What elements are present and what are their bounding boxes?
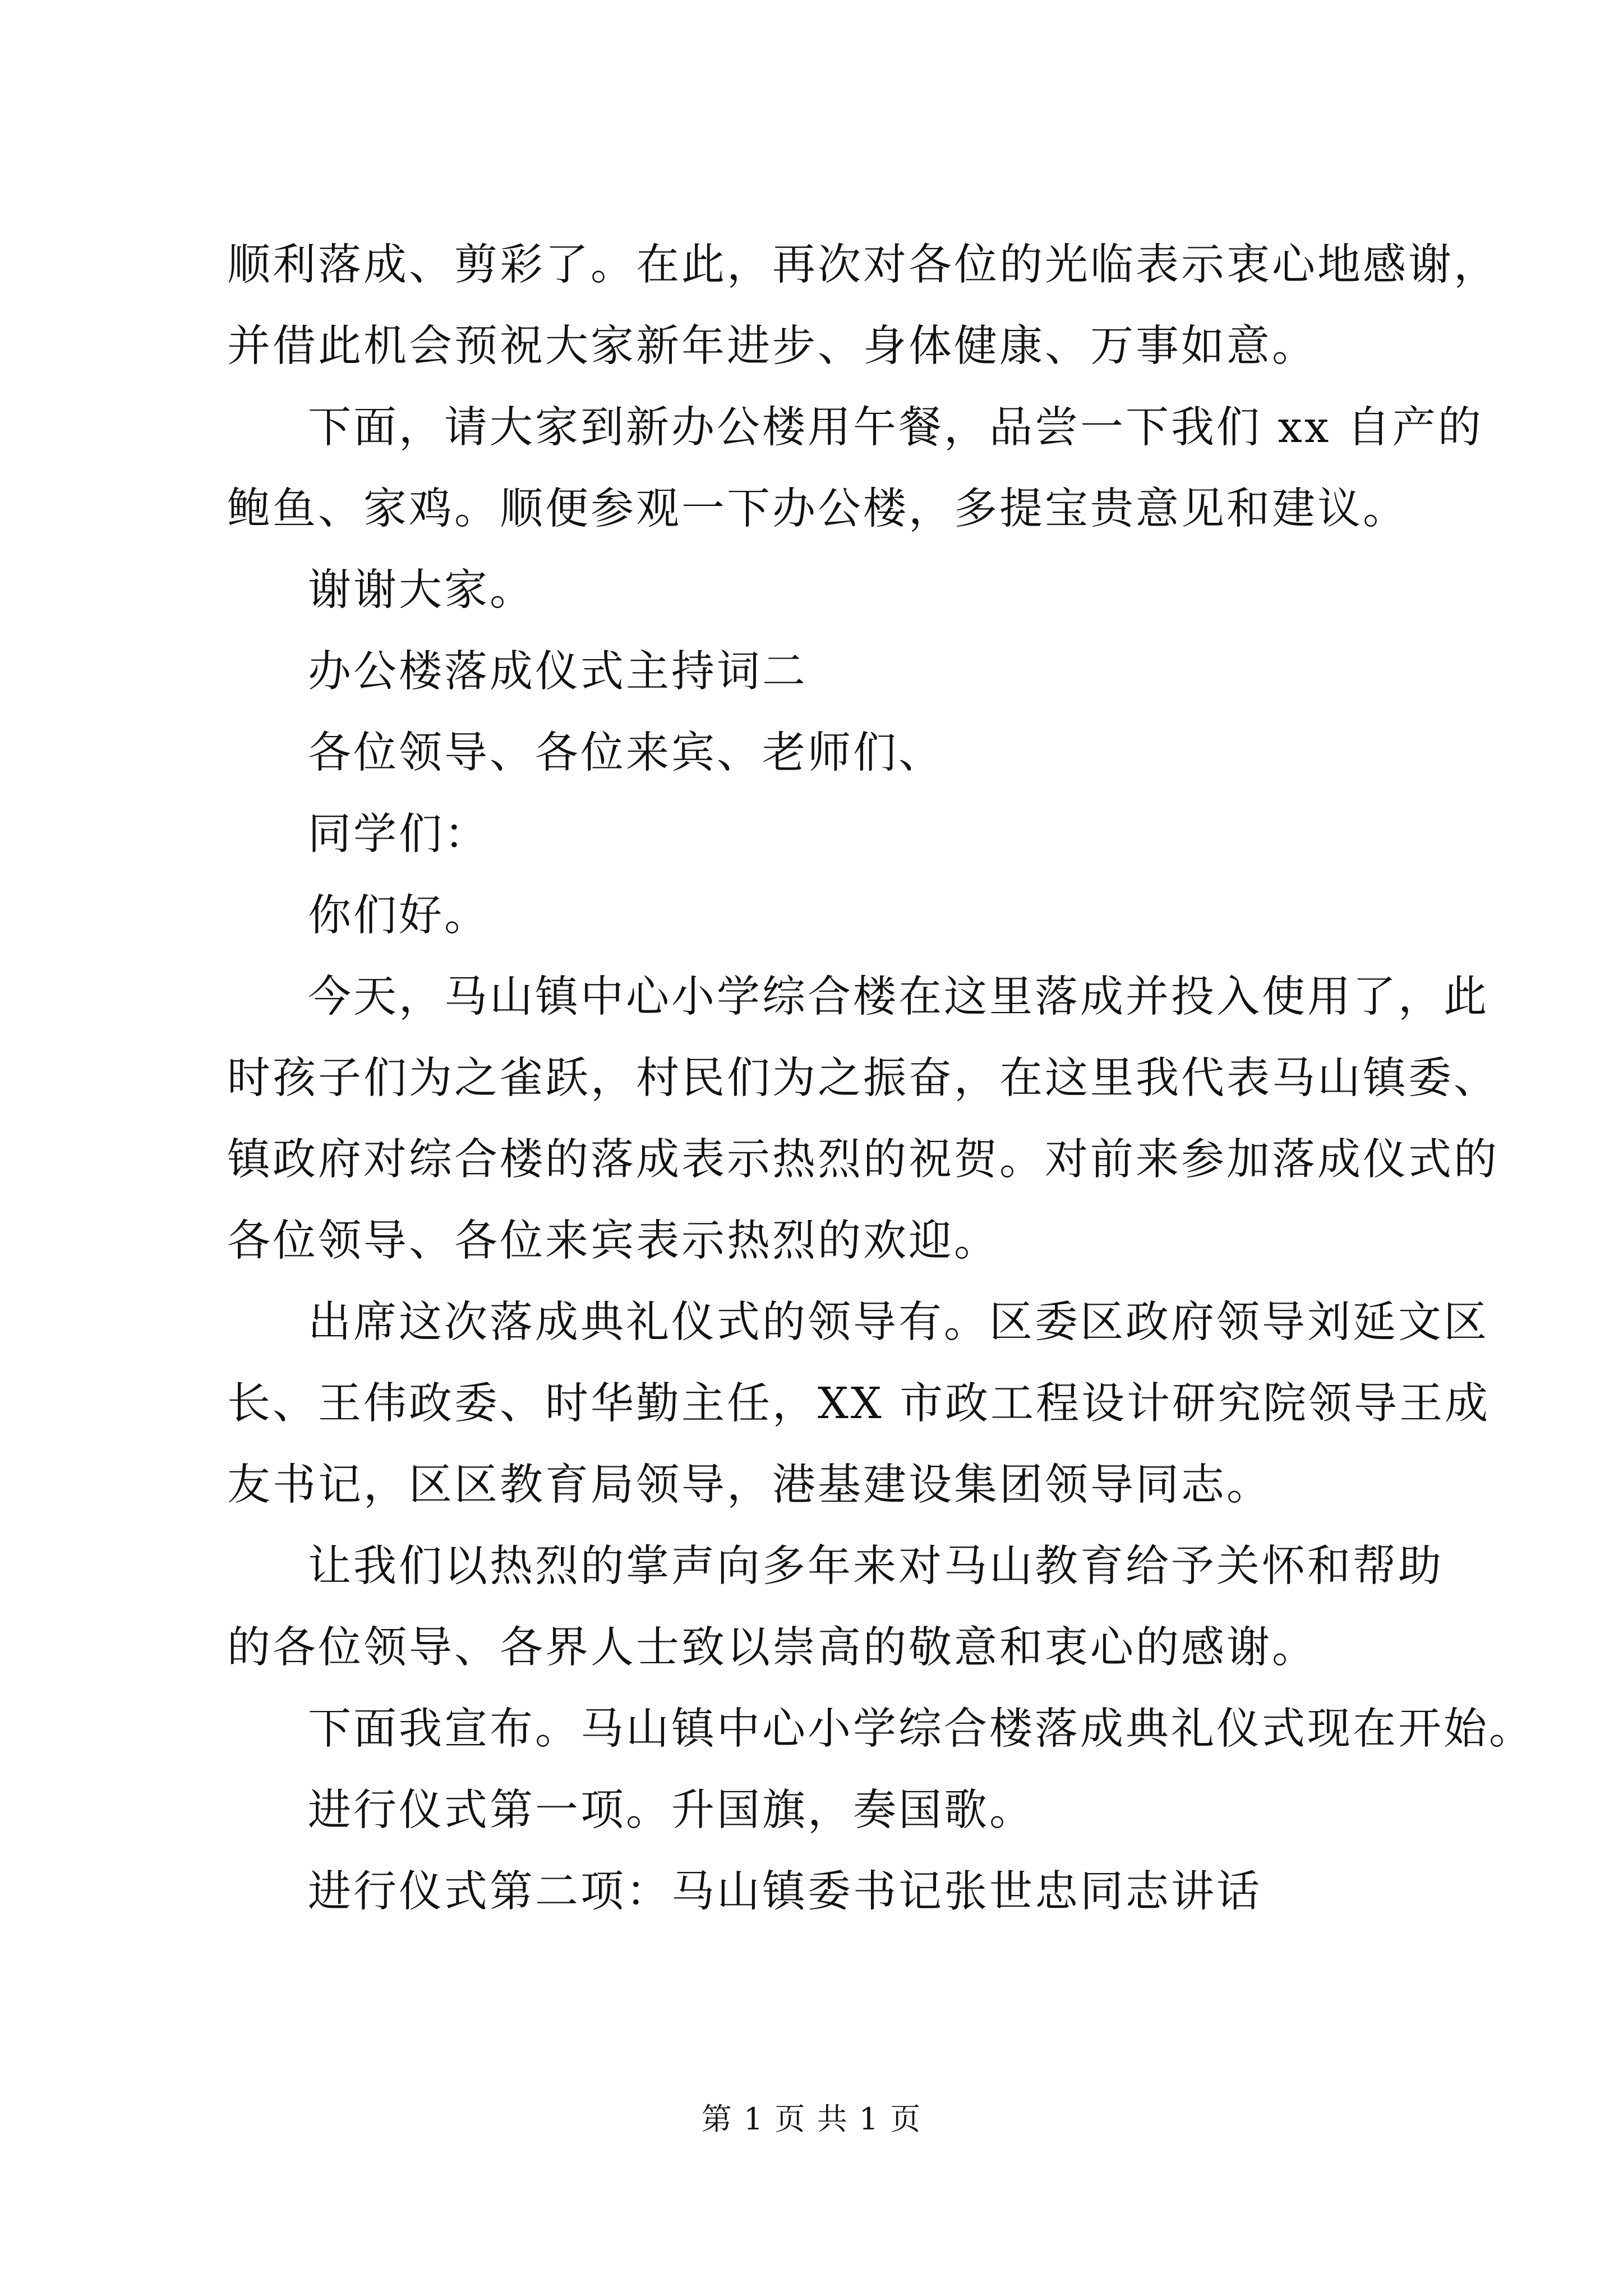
paragraph-line: 你们好。 [308, 891, 490, 941]
paragraph-line: 下面，请大家到新办公楼用午餐，品尝一下我们 xx 自产的 [308, 403, 1483, 453]
section-heading: 办公楼落成仪式主持词二 [308, 647, 808, 697]
page-footer: 第 1 页 共 1 页 [701, 2101, 922, 2137]
paragraph-line: 友书记，区区教育局领导，港基建设集团领导同志。 [227, 1460, 1272, 1510]
paragraph-line: 并借此机会预祝大家新年进步、身体健康、万事如意。 [227, 321, 1317, 371]
paragraph-line: 今天，马山镇中心小学综合楼在这里落成并投入使用了，此 [308, 972, 1489, 1022]
paragraph-line: 鲍鱼、家鸡。顺便参观一下办公楼，多提宝贵意见和建议。 [227, 484, 1408, 534]
paragraph-line: 进行仪式第二项：马山镇委书记张世忠同志讲话 [308, 1867, 1262, 1917]
paragraph-line: 顺利落成、剪彩了。在此，再次对各位的光临表示衷心地感谢， [227, 240, 1499, 290]
paragraph-line: 时孩子们为之雀跃，村民们为之振奋，在这里我代表马山镇委、 [227, 1053, 1499, 1103]
paragraph-line: 长、王伟政委、时华勤主任，XX 市政工程设计研究院领导王成 [227, 1379, 1491, 1429]
paragraph-line: 进行仪式第一项。升国旗，奏国歌。 [308, 1786, 1035, 1835]
paragraph-line: 下面我宣布。马山镇中心小学综合楼落成典礼仪式现在开始。 [308, 1704, 1534, 1754]
paragraph-line: 各位领导、各位来宾表示热烈的欢迎。 [227, 1216, 999, 1266]
paragraph-line: 谢谢大家。 [308, 565, 535, 615]
paragraph-line: 的各位领导、各界人士致以崇高的敬意和衷心的感谢。 [227, 1623, 1317, 1673]
paragraph-line: 各位领导、各位来宾、老师们、 [308, 728, 944, 778]
paragraph-line: 让我们以热烈的掌声向多年来对马山教育给予关怀和帮助 [308, 1542, 1444, 1591]
paragraph-line: 出席这次落成典礼仪式的领导有。区委区政府领导刘延文区 [308, 1297, 1489, 1347]
paragraph-line: 镇政府对综合楼的落成表示热烈的祝贺。对前来参加落成仪式的 [227, 1135, 1499, 1185]
paragraph-line: 同学们： [308, 809, 490, 859]
